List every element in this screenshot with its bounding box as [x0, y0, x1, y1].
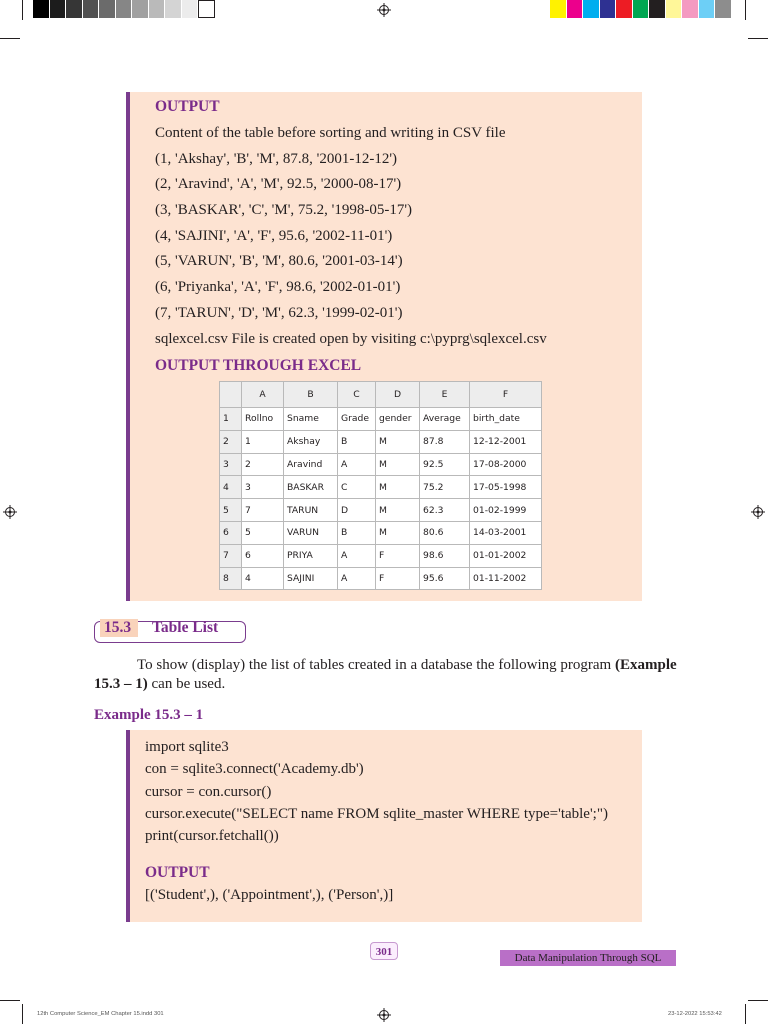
- excel-cell: gender: [376, 408, 420, 431]
- excel-row-number: 6: [220, 521, 242, 544]
- excel-cell: 92.5: [420, 453, 470, 476]
- code-line: print(cursor.fetchall()): [145, 828, 279, 844]
- paragraph-bold-ref: (Example: [614, 657, 677, 673]
- crop-mark: [745, 1004, 746, 1024]
- excel-cell: M: [376, 430, 420, 453]
- excel-row: [220, 499, 542, 522]
- code-line: import sqlite3: [145, 739, 229, 755]
- excel-col-header: B: [284, 382, 338, 408]
- excel-cell: TARUN: [284, 499, 338, 522]
- crop-mark: [745, 0, 746, 20]
- excel-cell: 3: [242, 476, 284, 499]
- code-line: cursor.execute("SELECT name FROM sqlite_master WHERE type='table';"): [145, 806, 608, 822]
- crop-mark: [22, 0, 23, 20]
- body-paragraph-line-1: [137, 657, 677, 674]
- slug-timestamp: 23-12-2022 15:53:42: [668, 1011, 722, 1017]
- excel-row-number: 7: [220, 544, 242, 567]
- grayscale-swatches: [33, 0, 215, 18]
- excel-cell: birth_date: [470, 408, 542, 431]
- excel-row-number: 4: [220, 476, 242, 499]
- section-number: 15.3: [100, 619, 138, 637]
- registration-mark-icon: [751, 505, 765, 519]
- excel-col-header: A: [242, 382, 284, 408]
- excel-cell: 6: [242, 544, 284, 567]
- body-paragraph-line-2: [94, 676, 225, 693]
- color-swatches: [550, 0, 732, 18]
- output-row: (6, 'Priyanka', 'A', 'F', 98.6, '2002-01-01'): [155, 279, 401, 295]
- excel-cell: B: [338, 521, 376, 544]
- excel-cell: PRIYA: [284, 544, 338, 567]
- crop-mark: [748, 1000, 768, 1001]
- output-row: (2, 'Aravind', 'A', 'M', 92.5, '2000-08-17'): [155, 176, 402, 192]
- excel-cell: 95.6: [420, 567, 470, 590]
- excel-cell: 98.6: [420, 544, 470, 567]
- excel-row: [220, 453, 542, 476]
- output-heading: OUTPUT: [155, 98, 220, 115]
- paragraph-text: To show (display) the list of tables created in a database the following program: [137, 657, 612, 673]
- excel-cell: Akshay: [284, 430, 338, 453]
- registration-mark-icon: [377, 1008, 391, 1022]
- excel-cell: Rollno: [242, 408, 284, 431]
- registration-mark-icon: [377, 3, 391, 17]
- excel-cell: D: [338, 499, 376, 522]
- excel-cell: 01-11-2002: [470, 567, 542, 590]
- excel-row-number: 8: [220, 567, 242, 590]
- excel-cell: M: [376, 521, 420, 544]
- excel-cell: 7: [242, 499, 284, 522]
- output-row: (4, 'SAJINI', 'A', 'F', 95.6, '2002-11-01'): [155, 228, 393, 244]
- code-line: con = sqlite3.connect('Academy.db'): [145, 761, 364, 777]
- excel-corner-cell: [220, 382, 242, 408]
- output-row: (7, 'TARUN', 'D', 'M', 62.3, '1999-02-01'): [155, 305, 403, 321]
- excel-cell: 17-08-2000: [470, 453, 542, 476]
- paragraph-bold-ref: 15.3 – 1): [94, 676, 148, 692]
- output-row: (5, 'VARUN', 'B', 'M', 80.6, '2001-03-14'): [155, 253, 403, 269]
- output-row: (1, 'Akshay', 'B', 'M', 87.8, '2001-12-12'): [155, 151, 398, 167]
- excel-col-header: D: [376, 382, 420, 408]
- excel-cell: 01-02-1999: [470, 499, 542, 522]
- excel-cell: 17-05-1998: [470, 476, 542, 499]
- excel-row: [220, 567, 542, 590]
- excel-row: [220, 544, 542, 567]
- chapter-title-bar: Data Manipulation Through SQL: [500, 950, 676, 966]
- excel-row: [220, 430, 542, 453]
- excel-row: [220, 408, 542, 431]
- excel-row-number: 2: [220, 430, 242, 453]
- page-number: 301: [370, 942, 398, 960]
- slug-file-info: 12th Computer Science_EM Chapter 15.indd 301: [37, 1011, 164, 1017]
- excel-row-number: 1: [220, 408, 242, 431]
- excel-cell: A: [338, 544, 376, 567]
- excel-cell: 87.8: [420, 430, 470, 453]
- excel-cell: 14-03-2001: [470, 521, 542, 544]
- excel-cell: F: [376, 567, 420, 590]
- excel-row-number: 5: [220, 499, 242, 522]
- excel-cell: 4: [242, 567, 284, 590]
- excel-cell: SAJINI: [284, 567, 338, 590]
- registration-mark-icon: [3, 505, 17, 519]
- output-intro: Content of the table before sorting and writing in CSV file: [155, 125, 506, 141]
- excel-table: [219, 381, 542, 590]
- panel-accent-bar: [126, 730, 130, 922]
- excel-cell: 62.3: [420, 499, 470, 522]
- excel-cell: Sname: [284, 408, 338, 431]
- crop-mark: [22, 1004, 23, 1024]
- file-note: sqlexcel.csv File is created open by visiting c:\pyprg\sqlexcel.csv: [155, 331, 547, 347]
- excel-cell: M: [376, 499, 420, 522]
- output-row: (3, 'BASKAR', 'C', 'M', 75.2, '1998-05-17'): [155, 202, 413, 218]
- crop-mark: [0, 38, 20, 39]
- excel-cell: A: [338, 453, 376, 476]
- excel-cell: Aravind: [284, 453, 338, 476]
- excel-heading: OUTPUT THROUGH EXCEL: [155, 357, 362, 374]
- excel-cell: 1: [242, 430, 284, 453]
- excel-cell: VARUN: [284, 521, 338, 544]
- excel-row: [220, 476, 542, 499]
- excel-col-header: E: [420, 382, 470, 408]
- example-label: Example 15.3 – 1: [94, 707, 204, 723]
- panel-accent-bar: [126, 92, 130, 601]
- example-output-heading: OUTPUT: [145, 864, 210, 881]
- excel-col-header: C: [338, 382, 376, 408]
- excel-cell: M: [376, 476, 420, 499]
- excel-row: [220, 521, 542, 544]
- excel-cell: Grade: [338, 408, 376, 431]
- excel-cell: C: [338, 476, 376, 499]
- excel-col-header: F: [470, 382, 542, 408]
- excel-cell: A: [338, 567, 376, 590]
- excel-cell: F: [376, 544, 420, 567]
- crop-mark: [0, 1000, 20, 1001]
- excel-row-number: 3: [220, 453, 242, 476]
- excel-cell: B: [338, 430, 376, 453]
- excel-cell: 5: [242, 521, 284, 544]
- excel-cell: 01-01-2002: [470, 544, 542, 567]
- excel-column-header-row: [220, 382, 542, 408]
- excel-cell: Average: [420, 408, 470, 431]
- excel-cell: 2: [242, 453, 284, 476]
- section-title: Table List: [152, 619, 219, 636]
- paragraph-text: can be used.: [151, 676, 226, 692]
- excel-cell: M: [376, 453, 420, 476]
- excel-cell: BASKAR: [284, 476, 338, 499]
- excel-cell: 80.6: [420, 521, 470, 544]
- excel-cell: 75.2: [420, 476, 470, 499]
- code-line: cursor = con.cursor(): [145, 784, 272, 800]
- crop-mark: [748, 38, 768, 39]
- excel-cell: 12-12-2001: [470, 430, 542, 453]
- example-output-line: [('Student',), ('Appointment',), ('Person',)]: [145, 887, 394, 903]
